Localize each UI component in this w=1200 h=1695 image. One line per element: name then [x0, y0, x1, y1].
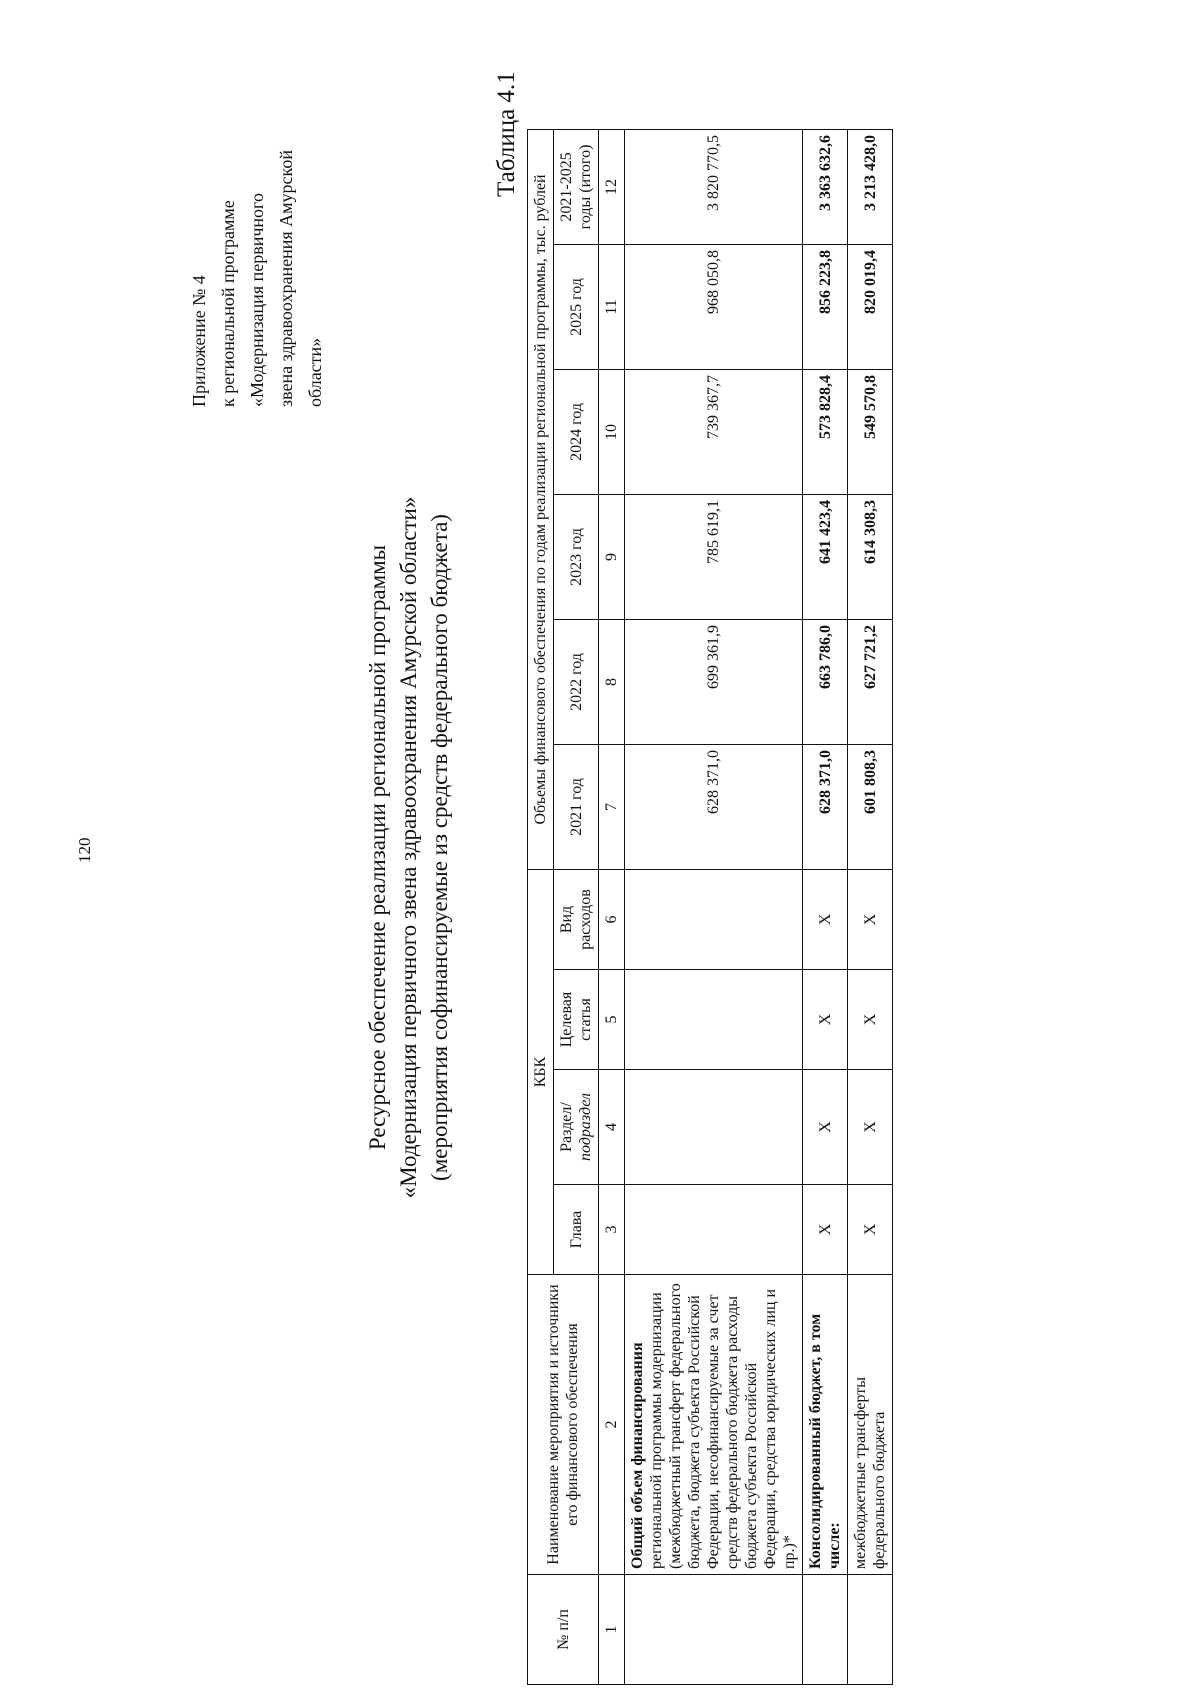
appendix-line: к региональной программе	[218, 200, 238, 407]
row-num-cell	[848, 1575, 893, 1685]
funding-table	[527, 129, 893, 1685]
row-2024: 573 828,4	[803, 369, 848, 494]
row-target: Х	[803, 970, 848, 1070]
table-row	[625, 129, 803, 1684]
header-target: Целевая статья	[554, 970, 599, 1070]
header-2022: 2022 год	[554, 619, 599, 744]
row-2025: 856 223,8	[803, 244, 848, 369]
title-line-2: «Модернизация первичного звена здравоохранения Амурской области»	[396, 496, 421, 1199]
header-2024: 2024 год	[554, 369, 599, 494]
row-chapter: Х	[803, 1185, 848, 1275]
row-2024: 739 367,7	[625, 369, 803, 494]
row-expense: Х	[803, 869, 848, 969]
appendix-line: «Модернизация первичного	[247, 193, 267, 407]
header-2021: 2021 год	[554, 744, 599, 869]
row-chapter	[625, 1185, 803, 1275]
row-name-bold: Общий объем финансирования	[629, 1342, 646, 1569]
row-target	[625, 970, 803, 1070]
header-kbk: КБК	[528, 869, 554, 1274]
table-row	[803, 129, 848, 1684]
row-section: Х	[848, 1070, 893, 1185]
row-name-cell	[625, 1275, 803, 1575]
row-name: Консолидированный бюджет, в том числе:	[803, 1275, 848, 1575]
row-2025: 820 019,4	[848, 244, 893, 369]
row-2023: 641 423,4	[803, 494, 848, 619]
row-total: 3 363 632,6	[803, 129, 848, 244]
header-2023: 2023 год	[554, 494, 599, 619]
title-line-1: Ресурсное обеспечение реализации региональной программы	[365, 544, 390, 1151]
row-name-rest: региональной программы модернизации (межбюджетный трансферт федерального бюджета, бюджета субъекта Российской Федерации, несофинансируемые за счет средств федерального бюджета расходы бюджета субъекта Российской Федерации, средства юридических лиц и пр.)*	[648, 1283, 798, 1569]
row-2025: 968 050,8	[625, 244, 803, 369]
row-expense: Х	[848, 869, 893, 969]
row-total: 3 820 770,5	[625, 129, 803, 244]
appendix-line: звена здравоохранения Амурской	[276, 150, 296, 407]
title-line-3: (мероприятия софинансируемые из средств федерального бюджета)	[427, 514, 452, 1181]
row-chapter: Х	[848, 1185, 893, 1275]
col-number: 11	[599, 244, 625, 369]
header-num: № п/п	[528, 1575, 599, 1685]
header-name: Наименование мероприятия и источники его финансового обеспечения	[528, 1275, 599, 1575]
row-target: Х	[848, 970, 893, 1070]
col-number: 6	[599, 869, 625, 969]
row-2023: 614 308,3	[848, 494, 893, 619]
appendix-note	[185, 150, 330, 407]
header-expense: Вид расходов	[554, 869, 599, 969]
column-number-row	[599, 129, 625, 1684]
col-number: 2	[599, 1275, 625, 1575]
header-2025: 2025 год	[554, 244, 599, 369]
header-chapter: Глава	[554, 1185, 599, 1275]
col-number: 10	[599, 369, 625, 494]
table-label: Таблица 4.1	[493, 71, 520, 197]
row-total: 3 213 428,0	[848, 129, 893, 244]
row-2021: 628 371,0	[803, 744, 848, 869]
row-section	[625, 1070, 803, 1185]
header-section-line-2: подраздел	[577, 1093, 594, 1161]
page-number: 120	[75, 837, 94, 863]
row-num-cell	[625, 1575, 803, 1685]
row-2023: 785 619,1	[625, 494, 803, 619]
row-section: Х	[803, 1070, 848, 1185]
row-num-cell	[803, 1575, 848, 1685]
col-number: 12	[599, 129, 625, 244]
row-2021: 628 371,0	[625, 744, 803, 869]
row-2024: 549 570,8	[848, 369, 893, 494]
row-expense	[625, 869, 803, 969]
row-name: межбюджетные трансферты федерального бюджета	[848, 1275, 893, 1575]
row-2022: 627 721,2	[848, 619, 893, 744]
header-total: 2021-2025 годы (итого)	[554, 129, 599, 244]
appendix-line: области»	[305, 337, 325, 407]
row-2022: 663 786,0	[803, 619, 848, 744]
col-number: 5	[599, 970, 625, 1070]
table-row	[848, 129, 893, 1684]
col-number: 1	[599, 1575, 625, 1685]
col-number: 8	[599, 619, 625, 744]
header-volumes: Объемы финансового обеспечения по годам реализации региональной программы, тыс. рублей	[528, 129, 554, 869]
appendix-line: Приложение № 4	[189, 275, 209, 407]
row-2021: 601 808,3	[848, 744, 893, 869]
header-section-line-1: Раздел/	[558, 1102, 575, 1152]
document-title	[362, 0, 455, 1695]
row-2022: 699 361,9	[625, 619, 803, 744]
col-number: 4	[599, 1070, 625, 1185]
col-number: 3	[599, 1185, 625, 1275]
col-number: 7	[599, 744, 625, 869]
header-section	[554, 1070, 599, 1185]
col-number: 9	[599, 494, 625, 619]
